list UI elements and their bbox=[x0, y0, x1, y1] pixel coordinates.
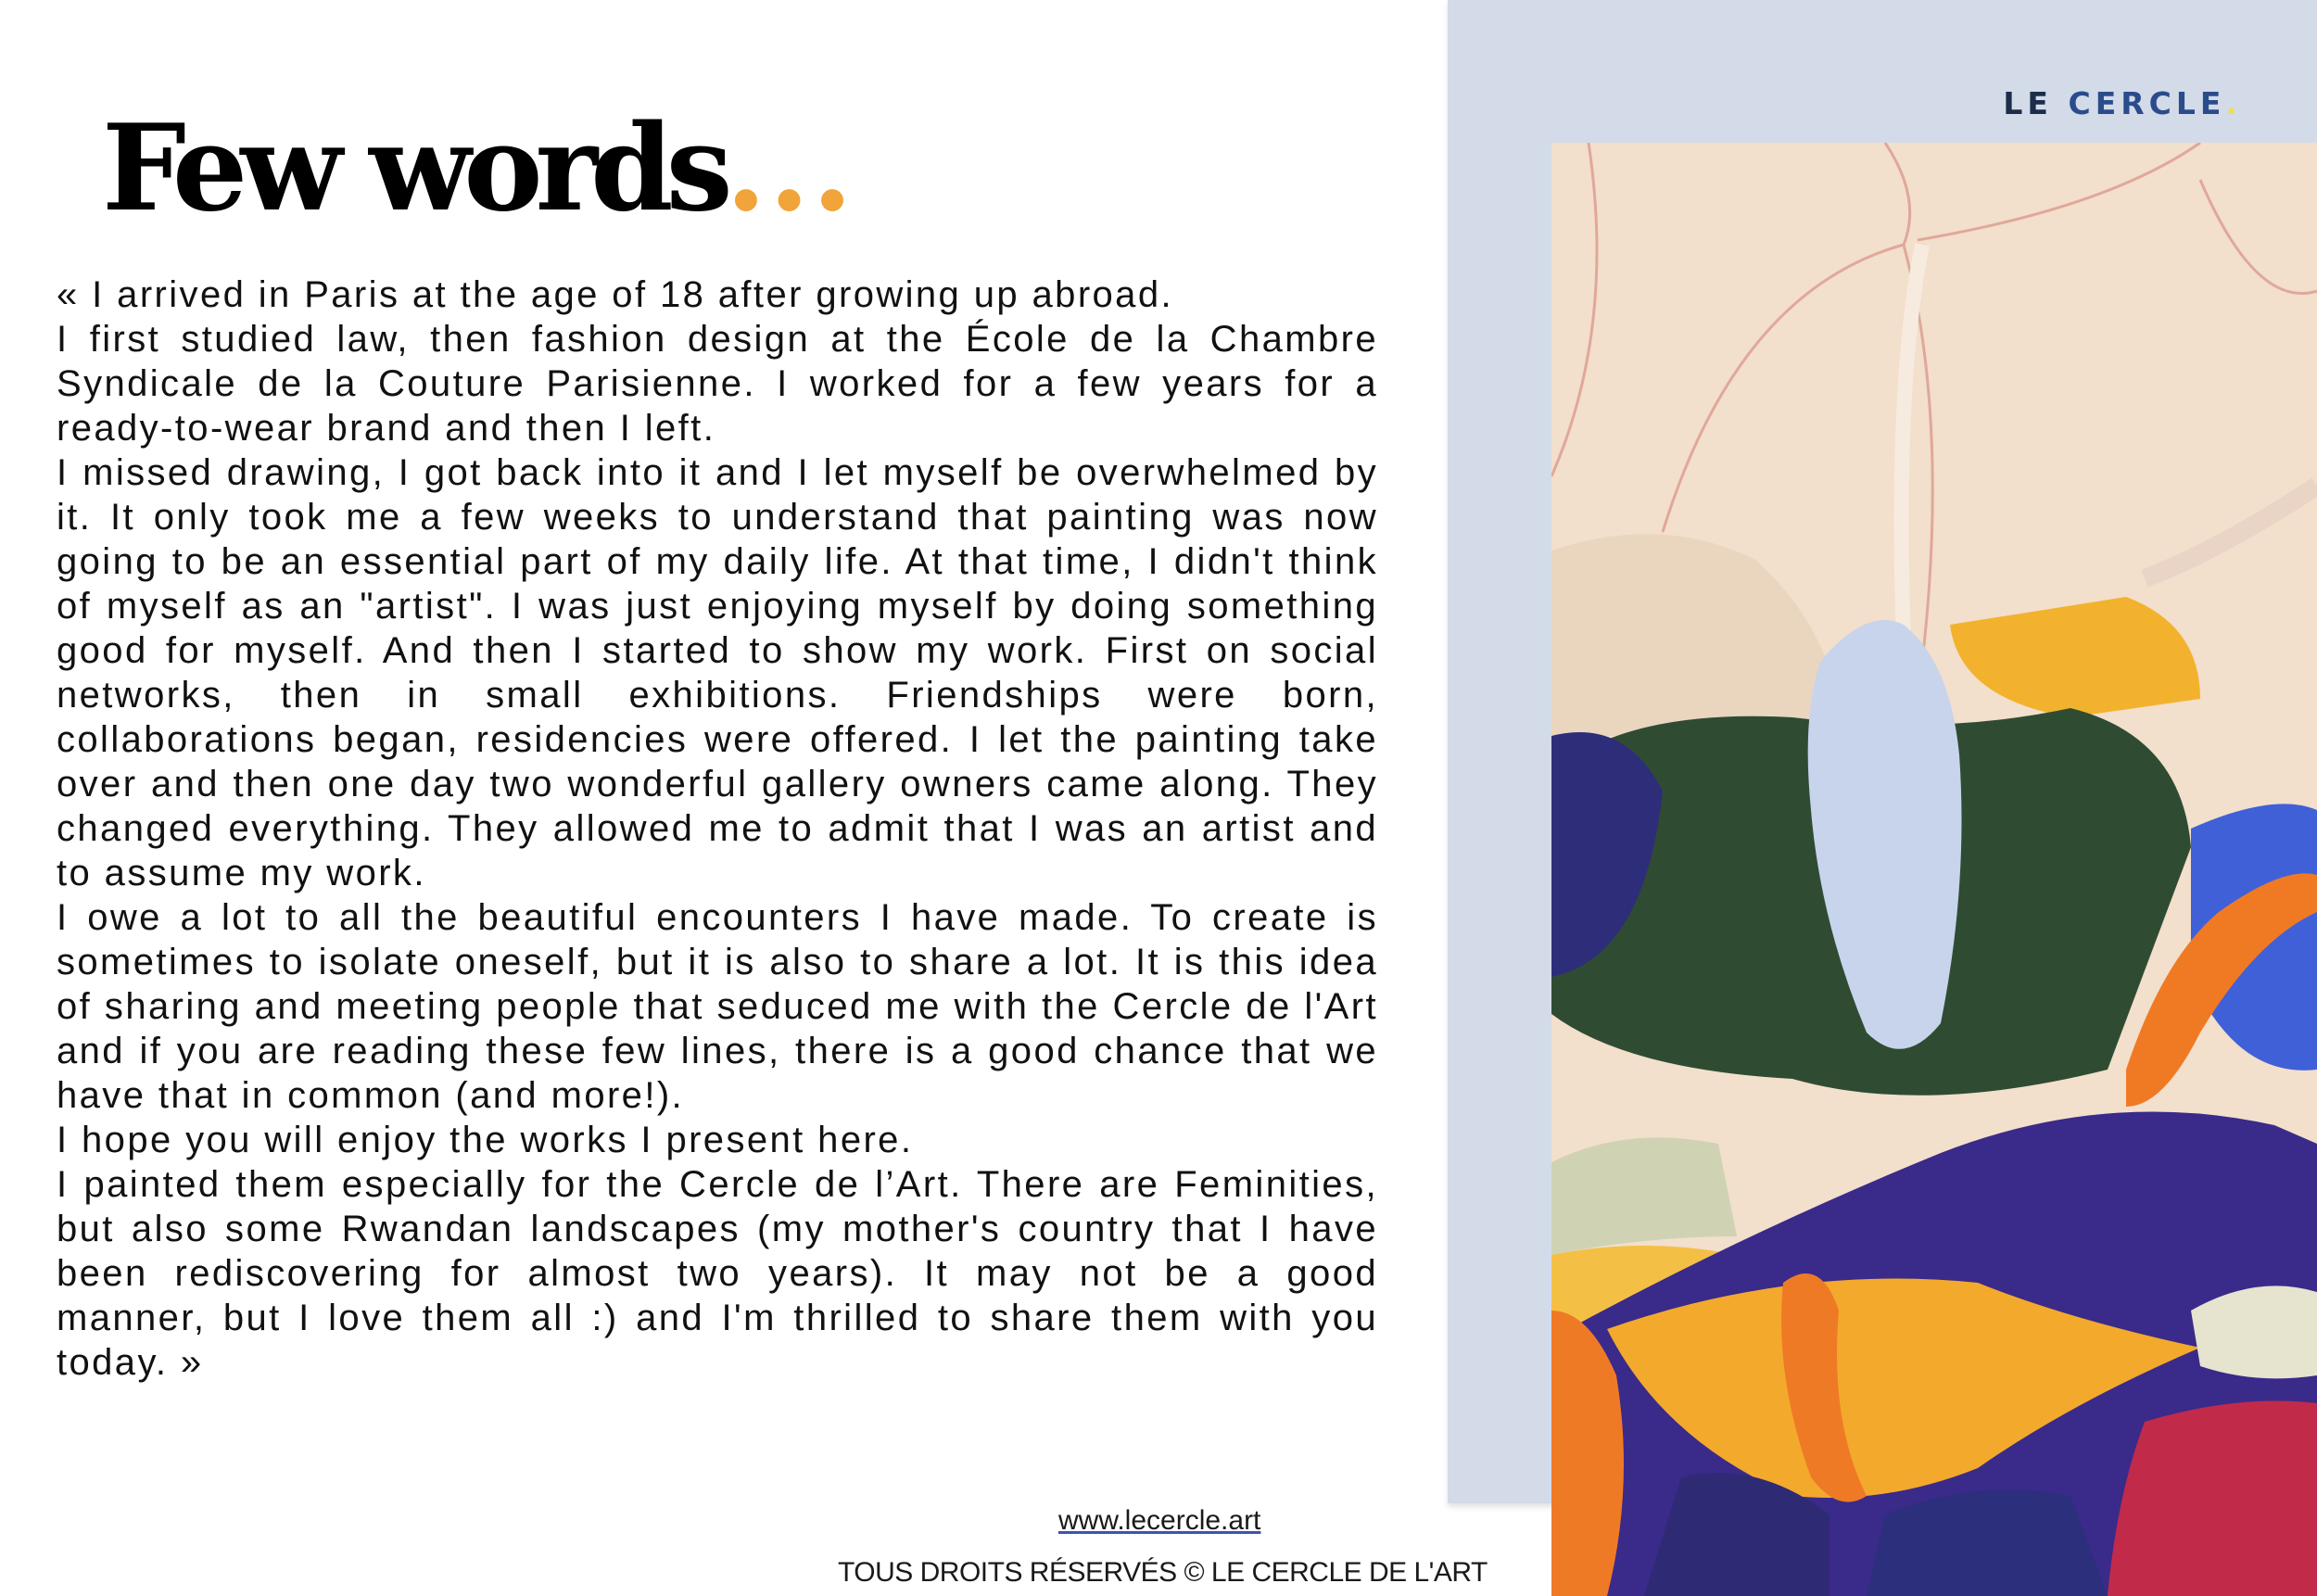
brand-cercle: CERCLE bbox=[2068, 85, 2226, 121]
page-title bbox=[102, 99, 855, 238]
abstract-painting bbox=[1551, 143, 2317, 1596]
statement-paragraph: « I arrived in Paris at the age of 18 after growing up abroad. bbox=[57, 274, 1173, 315]
brand-le: LE bbox=[2003, 85, 2053, 121]
statement-paragraph: I owe a lot to all the beautiful encounters I have made. To create is sometimes to isolate oneself, but it is also to share a lot. It is this idea of sharing and meeting people that seduced me with the Cercle de l'Art and if you are reading these few lines, there is a good chance that we have that in common (and more!). bbox=[57, 897, 1378, 1116]
statement-paragraph: I painted them especially for the Cercle de l’Art. There are Feminities, but also some Rwandan landscapes (my mother's country that I have been rediscovering for almost two years). It may not be a good manner, but I love them all :) and I'm thrilled to share them with you today. » bbox=[57, 1164, 1378, 1383]
artist-statement bbox=[57, 272, 1378, 1385]
title-text: Few words bbox=[102, 99, 726, 238]
copyright-notice: TOUS DROITS RÉSERVÉS © LE CERCLE DE L'ART bbox=[838, 1557, 1488, 1588]
artwork-image bbox=[1551, 143, 2317, 1596]
title-ellipsis: ... bbox=[725, 99, 855, 238]
statement-paragraph: I missed drawing, I got back into it and I let myself be overwhelmed by it. It only took me a few weeks to understand that painting was now going to be an essential part of my daily life. At that time, I didn't think of myself as an "artist". I was just enjoying myself by doing something good for myself. And then I started to show my work. First on social networks, then in small exhibitions. Friendships were born, collaborations began, residencies were offered. I let the painting take over and then one day two wonderful gallery owners came along. They changed everything. They allowed me to admit that I was an artist and to assume my work. bbox=[57, 452, 1378, 893]
brand-logo bbox=[2003, 85, 2242, 121]
website-link[interactable]: www.lecercle.art bbox=[1058, 1505, 1261, 1536]
statement-paragraph: I hope you will enjoy the works I present here. bbox=[57, 1120, 914, 1160]
brand-dot: . bbox=[2225, 85, 2242, 121]
statement-paragraph: I first studied law, then fashion design at the École de la Chambre Syndicale de la Couture Parisienne. I worked for a few years for a ready-to-wear brand and then I left. bbox=[57, 319, 1378, 449]
